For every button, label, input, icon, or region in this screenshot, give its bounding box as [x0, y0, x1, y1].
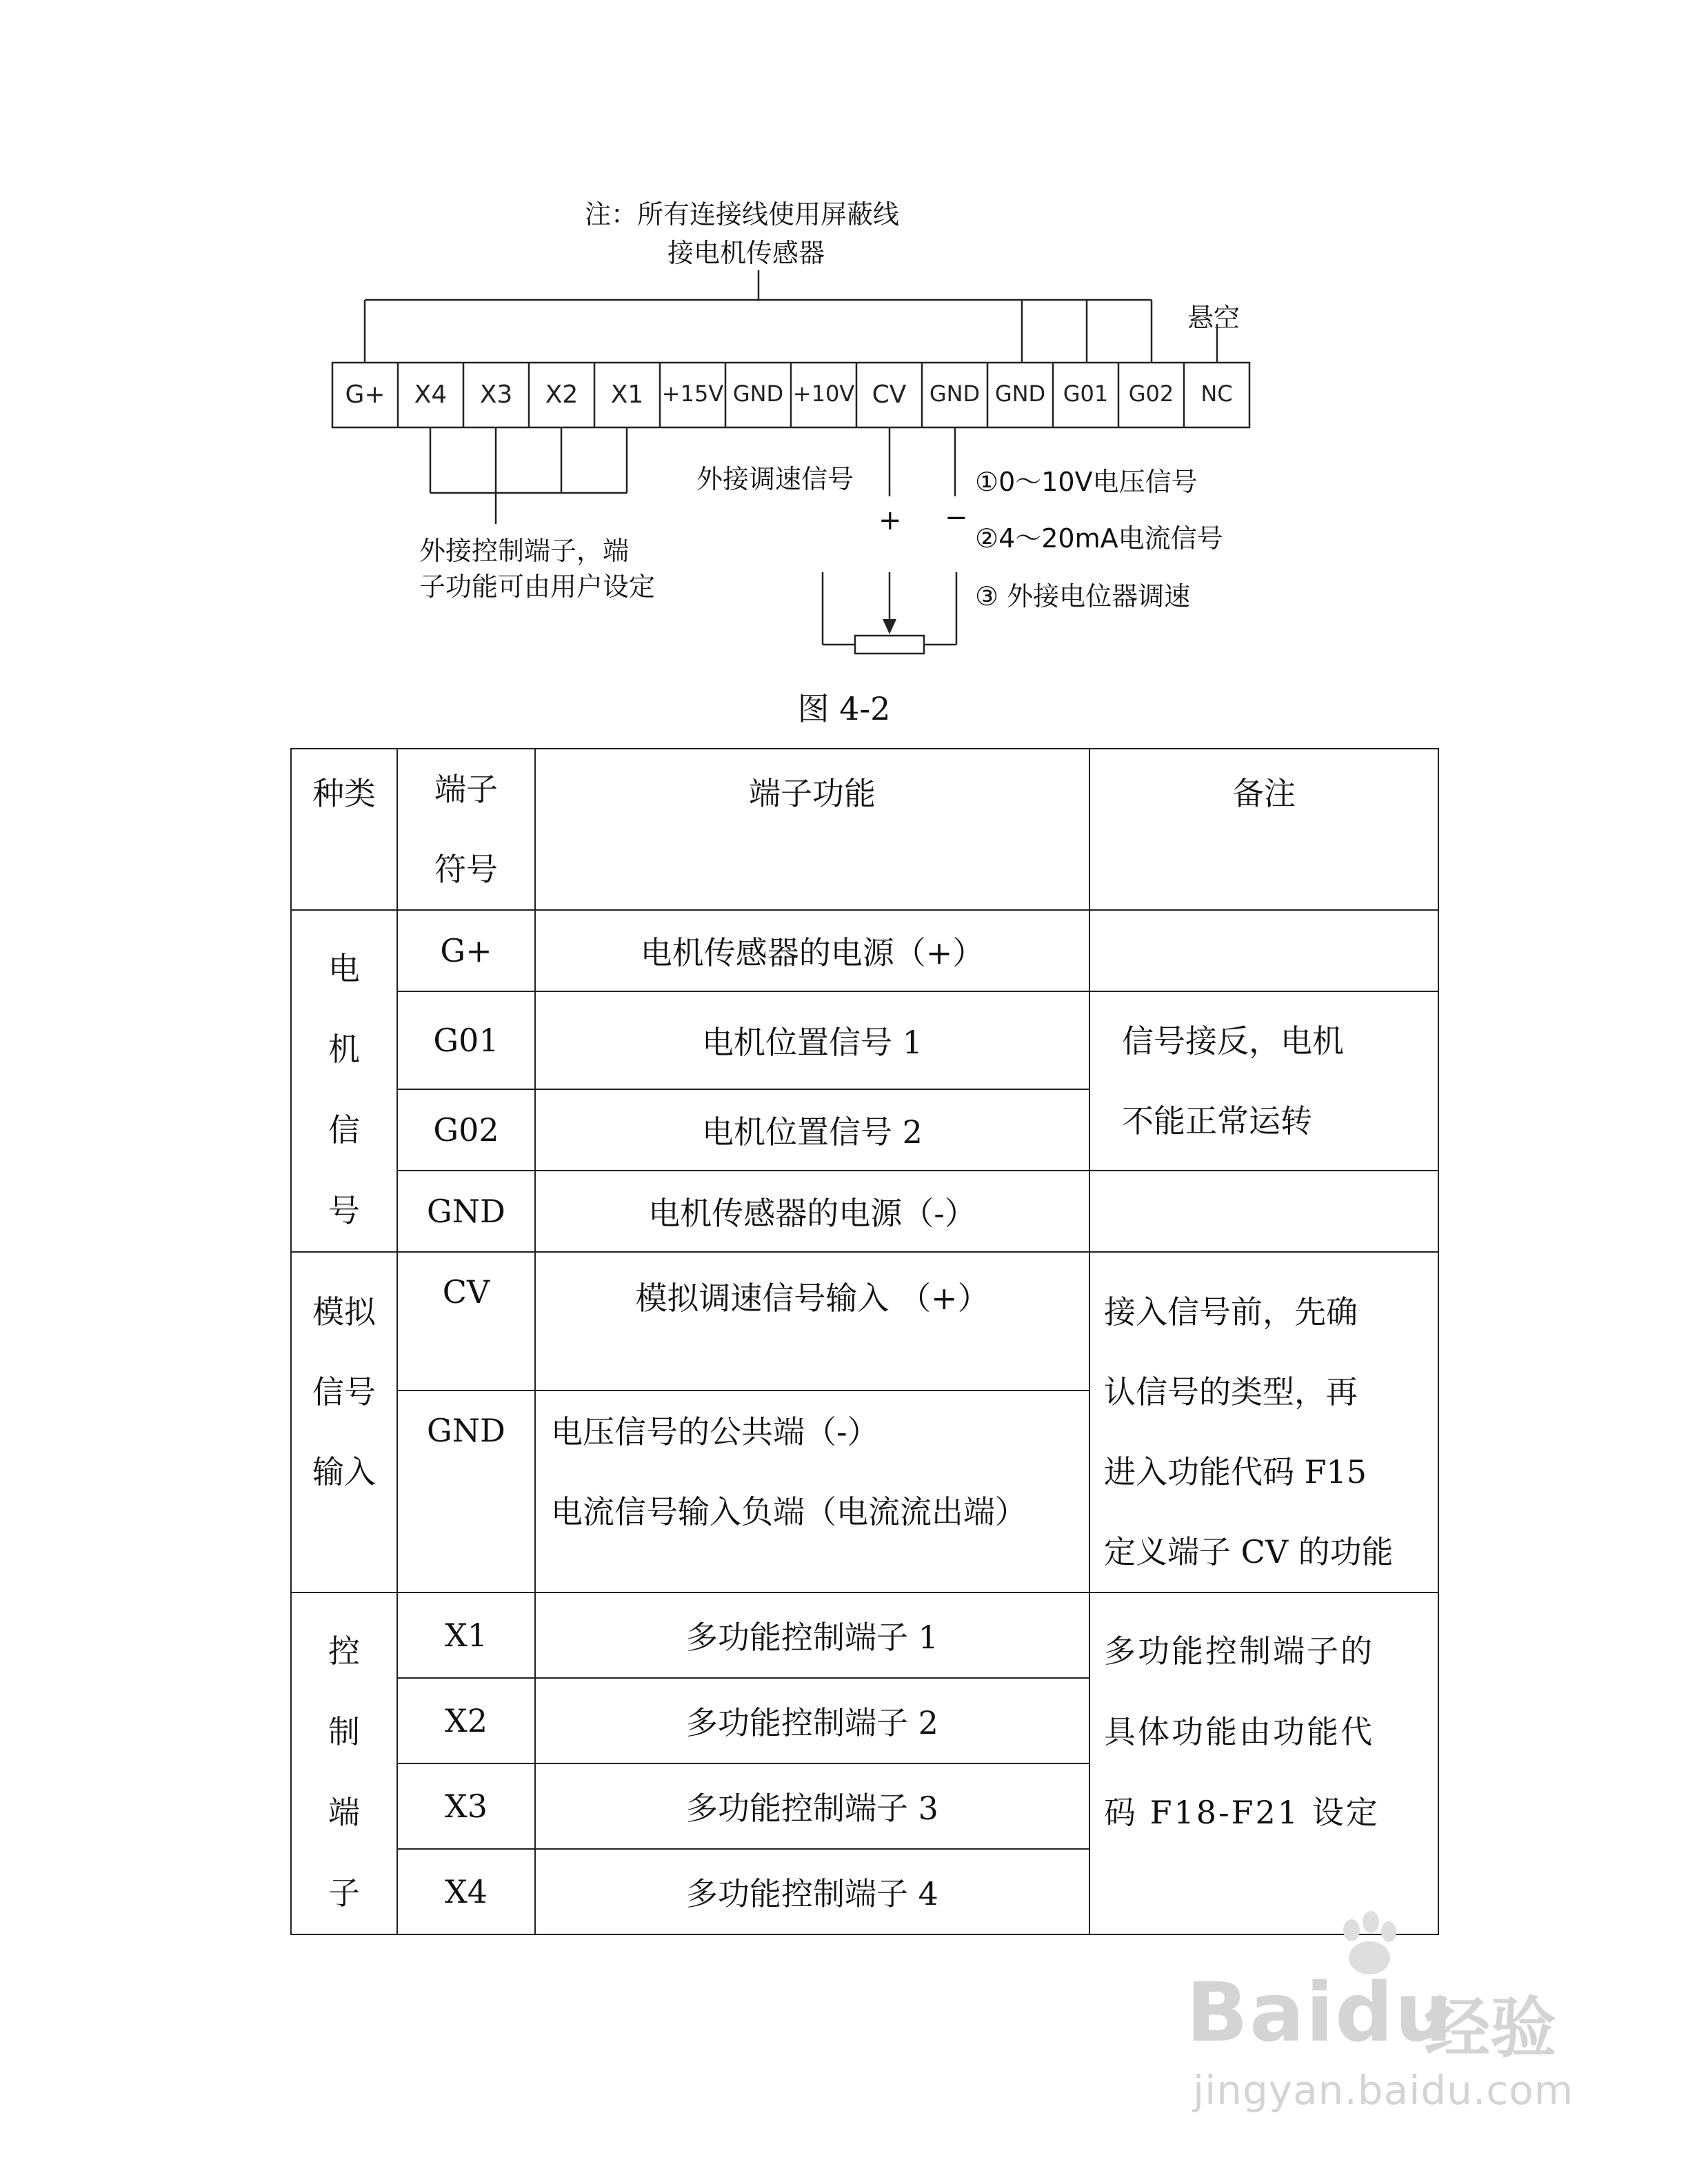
- category-char: 电: [328, 950, 360, 987]
- option-potentiometer: ③ 外接电位器调速: [975, 581, 1191, 611]
- function-cell: 电机传感器的电源（+）: [535, 910, 1089, 991]
- speed-signal-label: 外接调速信号: [696, 464, 854, 494]
- remark-control-terminal: [1089, 1593, 1438, 1934]
- terminal-nc: NC: [1200, 381, 1233, 407]
- motor-sensor-label: 接电机传感器: [667, 238, 825, 268]
- terminal-15v: +15V: [661, 381, 724, 407]
- remark-line: 接入信号前，先确: [1104, 1293, 1358, 1331]
- terminal-x1: X1: [610, 381, 644, 409]
- function-cell: 多功能控制端子 2: [535, 1678, 1089, 1763]
- symbol-cell: X1: [397, 1593, 535, 1678]
- table-row: [291, 910, 1438, 991]
- terminal-spec-table: [290, 748, 1439, 1935]
- symbol-cell: CV: [397, 1252, 535, 1391]
- symbol-cell: G+: [397, 910, 535, 991]
- remark-line: 信号接反，电机: [1122, 1022, 1344, 1060]
- remark-cell-empty: [1089, 1171, 1438, 1252]
- function-line: 电压信号的公共端（-）: [551, 1413, 879, 1451]
- watermark-suffix: 经验: [1424, 1990, 1556, 2067]
- function-cell: 多功能控制端子 4: [535, 1849, 1089, 1934]
- option-voltage: ①0～10V电压信号: [975, 467, 1198, 497]
- function-cell: 模拟调速信号输入 （+）: [535, 1252, 1089, 1391]
- option-current: ②4～20mA电流信号: [975, 523, 1223, 554]
- plus-sign: +: [878, 505, 902, 536]
- remark-line: 定义端子 CV 的功能: [1104, 1533, 1394, 1570]
- category-motor-signal: [291, 910, 397, 1252]
- table-row: [291, 1171, 1438, 1252]
- control-terminal-note-line2: 子功能可由用户设定: [419, 572, 656, 602]
- category-line: 模拟: [312, 1293, 376, 1331]
- category-char: 机: [328, 1031, 360, 1068]
- remark-line: 不能正常运转: [1122, 1102, 1312, 1140]
- remark-line: 认信号的类型，再: [1104, 1373, 1358, 1410]
- category-char: 控: [328, 1632, 360, 1670]
- header-remark: 备注: [1089, 749, 1438, 910]
- terminal-gnd-3: GND: [994, 381, 1046, 407]
- terminal-gnd-1: GND: [732, 381, 784, 407]
- symbol-cell: X2: [397, 1678, 535, 1763]
- remark-analog-input: [1089, 1252, 1438, 1593]
- function-cell-multiline: [535, 1391, 1089, 1593]
- table-row: [291, 1252, 1438, 1391]
- category-line: 输入: [312, 1453, 376, 1490]
- terminal-x3: X3: [479, 381, 513, 409]
- terminal-g01: G01: [1063, 381, 1109, 407]
- header-symbol-line2: 符号: [434, 851, 498, 888]
- category-line: 信号: [312, 1373, 376, 1410]
- header-function: 端子功能: [535, 749, 1089, 910]
- table-row: [291, 991, 1438, 1089]
- remark-motor-signal: [1089, 991, 1438, 1171]
- category-char: 端: [328, 1794, 360, 1831]
- figure-caption: 图 4-2: [797, 690, 891, 727]
- function-cell: 多功能控制端子 3: [535, 1763, 1089, 1849]
- category-control-terminal: [291, 1593, 397, 1934]
- header-symbol-line1: 端子: [434, 771, 498, 808]
- terminal-cv: CV: [872, 381, 907, 409]
- baidu-watermark: [1186, 1910, 1572, 2116]
- minus-sign: −: [945, 502, 968, 534]
- table-header-row: [291, 749, 1438, 910]
- remark-cell-empty: [1089, 910, 1438, 991]
- floating-label: 悬空: [1187, 303, 1240, 333]
- symbol-cell: X4: [397, 1849, 535, 1934]
- symbol-cell: G01: [397, 991, 535, 1089]
- watermark-brand: Baidu: [1186, 1965, 1454, 2060]
- symbol-cell: X3: [397, 1763, 535, 1849]
- terminal-x2: X2: [545, 381, 579, 409]
- terminal-g02: G02: [1128, 381, 1174, 407]
- function-line: 电流信号输入负端（电流流出端）: [551, 1493, 1027, 1531]
- control-terminal-note-line1: 外接控制端子，端: [419, 536, 630, 566]
- symbol-cell: GND: [397, 1171, 535, 1252]
- header-category: 种类: [291, 749, 397, 910]
- remark-line: 进入功能代码 F15: [1104, 1453, 1367, 1490]
- diagram-note: 注：所有连接线使用屏蔽线: [585, 199, 900, 230]
- function-cell: 电机位置信号 2: [535, 1089, 1089, 1171]
- header-symbol: [397, 749, 535, 910]
- function-cell: 电机传感器的电源（-）: [535, 1171, 1089, 1252]
- table-row: [291, 1593, 1438, 1678]
- function-cell: 电机位置信号 1: [535, 991, 1089, 1089]
- terminal-g-plus: G+: [345, 381, 385, 409]
- watermark-url: jingyan.baidu.com: [1193, 2067, 1574, 2114]
- category-char: 号: [328, 1192, 360, 1229]
- terminal-10v: +10V: [792, 381, 855, 407]
- function-cell: 多功能控制端子 1: [535, 1593, 1089, 1678]
- category-analog-input: [291, 1252, 397, 1593]
- terminal-gnd-2: GND: [929, 381, 981, 407]
- category-char: 制: [328, 1713, 360, 1750]
- remark-line: 码 F18-F21 设定: [1104, 1794, 1380, 1831]
- remark-line: 多功能控制端子的: [1104, 1632, 1374, 1670]
- category-char: 子: [328, 1874, 360, 1912]
- symbol-cell: GND: [397, 1391, 535, 1593]
- symbol-cell: G02: [397, 1089, 535, 1171]
- category-char: 信: [328, 1111, 360, 1149]
- wiring-lines: [0, 0, 1688, 676]
- remark-line: 具体功能由功能代: [1104, 1713, 1374, 1750]
- terminal-x4: X4: [414, 381, 448, 409]
